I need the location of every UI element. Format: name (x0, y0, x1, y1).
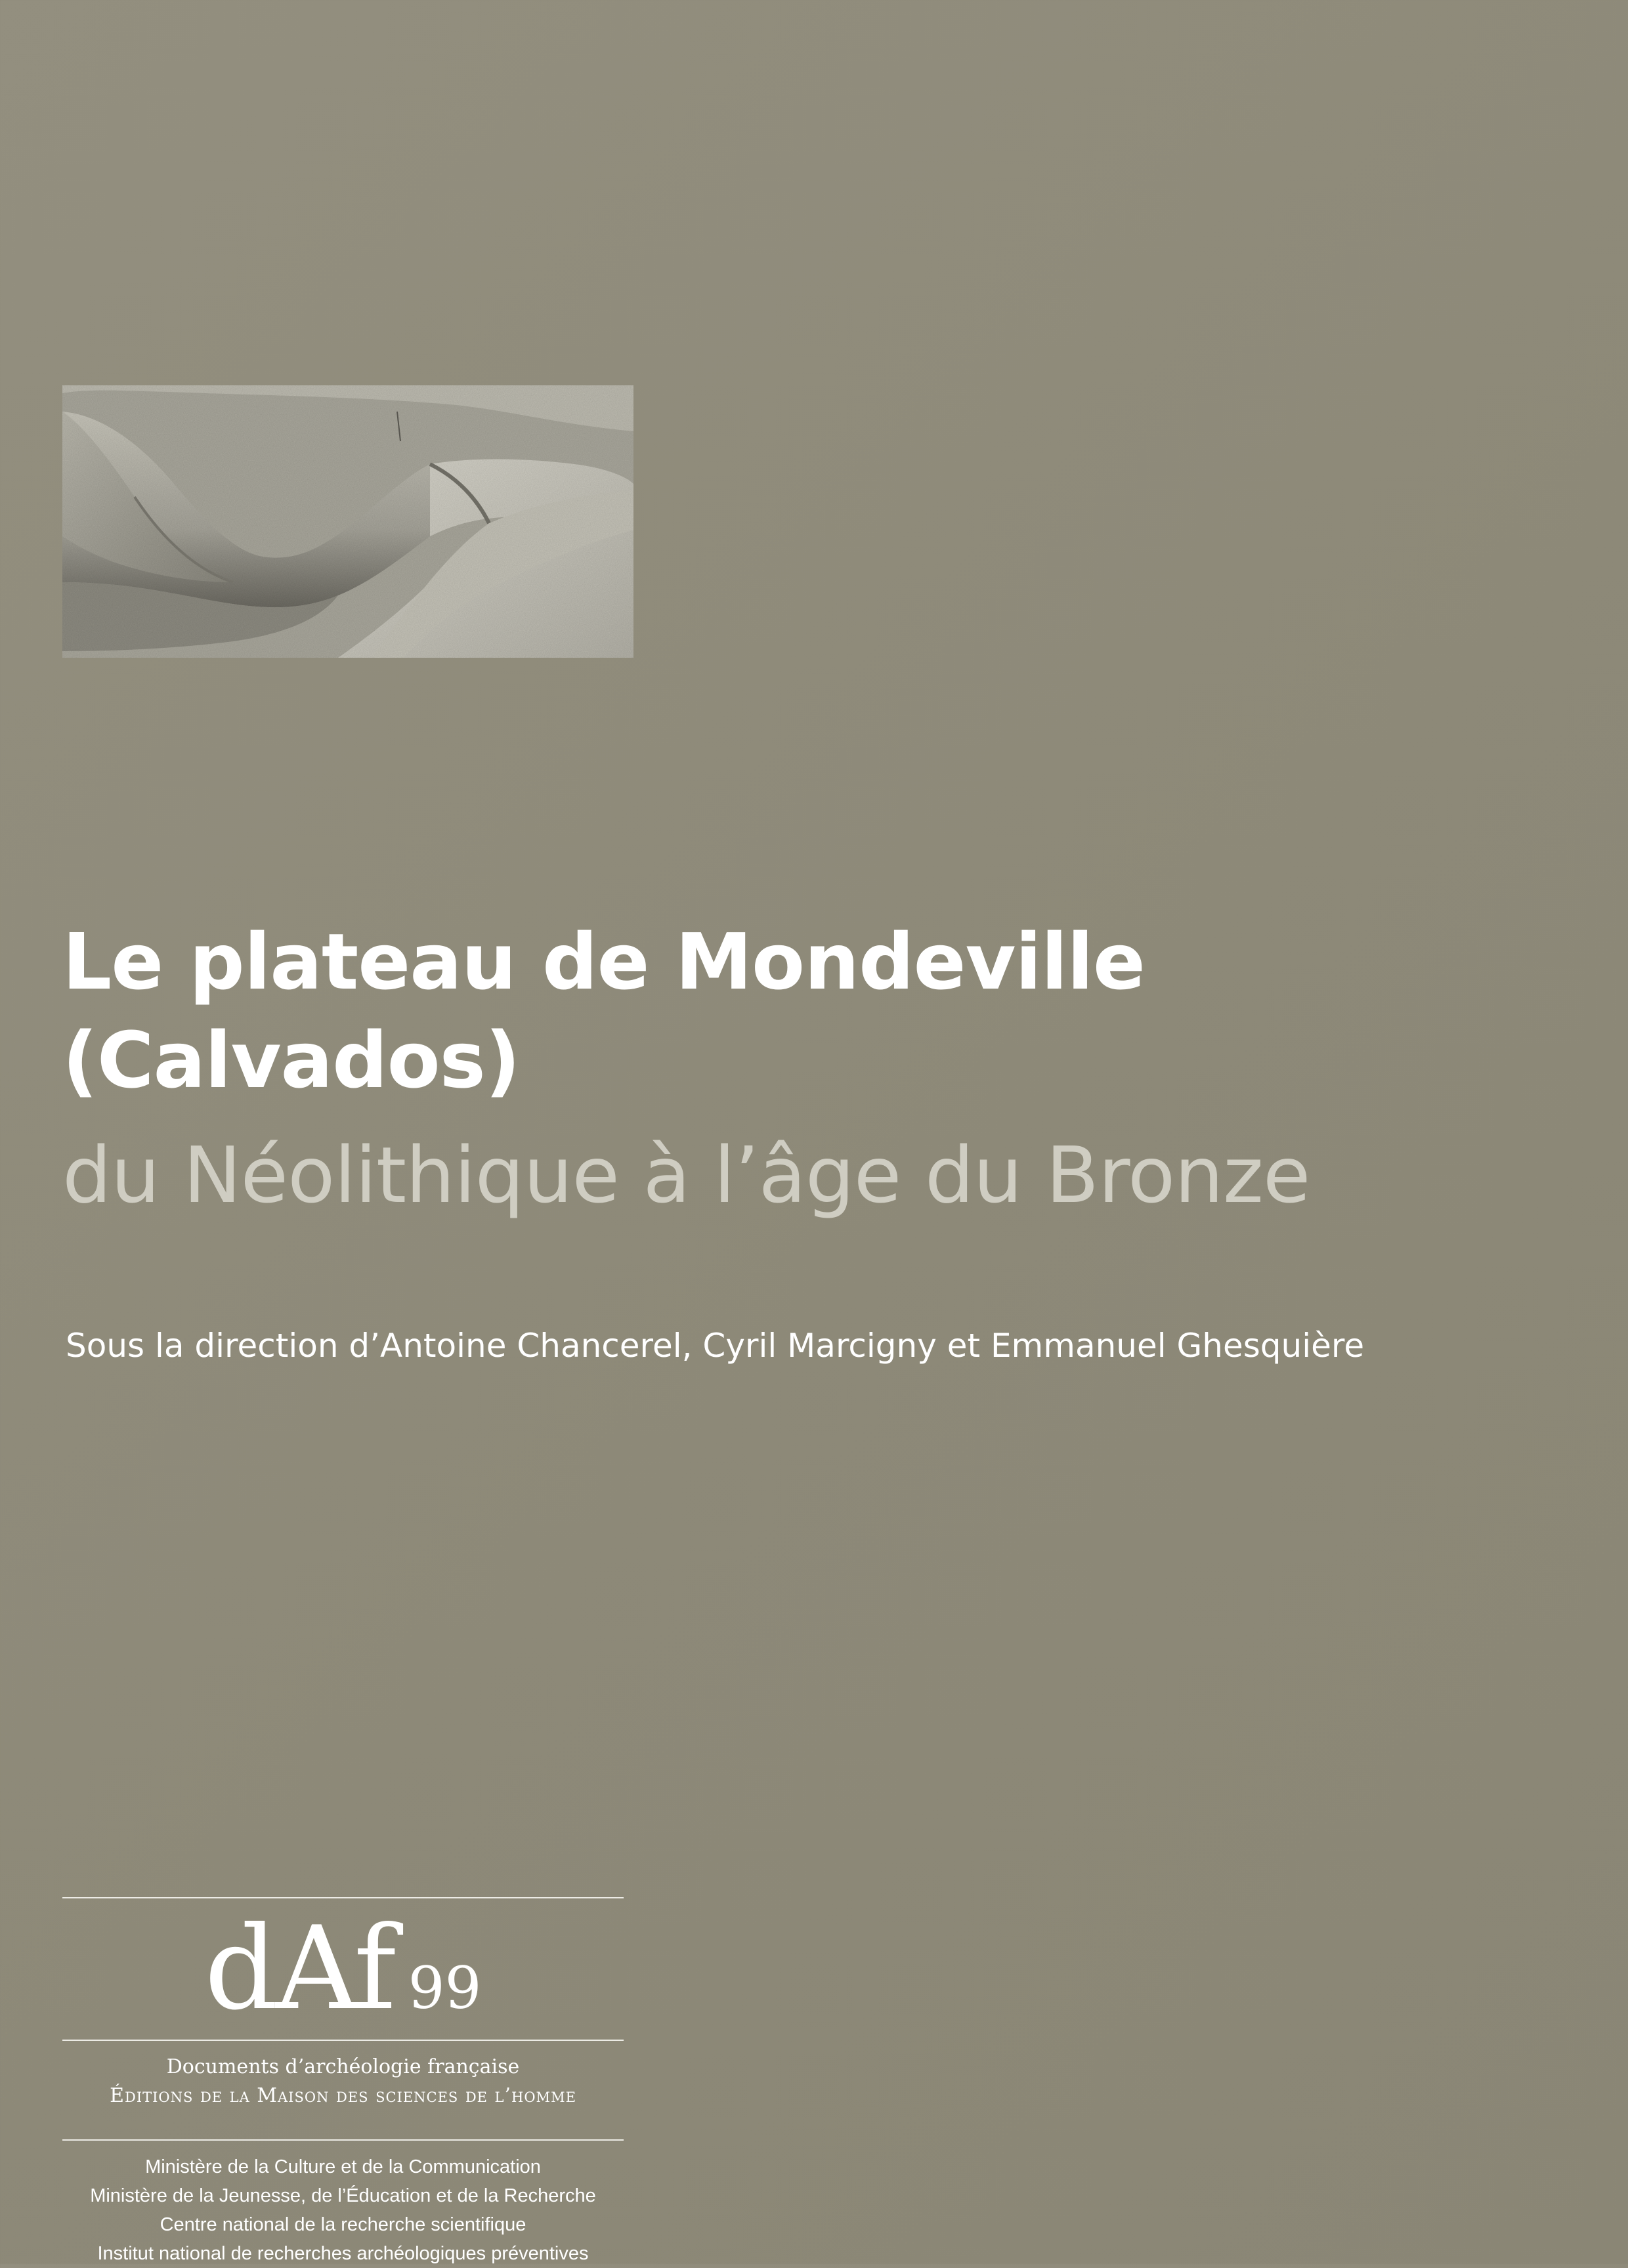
institution-item: Ministère de la Culture et de la Communication (145, 2156, 541, 2177)
series-logo (62, 1898, 624, 2040)
institution-item: Ministère de la Jeunesse, de l’Éducation et de la Recherche (90, 2185, 596, 2206)
title-line-2: (Calvados) (62, 1015, 520, 1105)
excavation-photo (62, 385, 633, 658)
title-line-1: Le plateau de Mondeville (62, 916, 1145, 1007)
publisher-name: Éditions de la Maison des sciences de l’homme (110, 2084, 576, 2107)
institution-item: Centre national de la recherche scientifique (160, 2214, 526, 2235)
series-number: 99 (408, 1954, 482, 2022)
institution-item: Institut national de recherches archéologiques préventives (97, 2243, 589, 2264)
series-block (62, 1897, 624, 2268)
series-mark: dAf (204, 1902, 394, 2036)
institutions-list (62, 2141, 624, 2268)
book-subtitle: du Néolithique à l’âge du Bronze (62, 1130, 1310, 1220)
series-names (62, 2041, 624, 2139)
editors-line: Sous la direction d’Antoine Chancerel, Cyril Marcigny et Emmanuel Ghesquière (66, 1327, 1365, 1365)
series-name: Documents d’archéologie française (166, 2055, 520, 2078)
book-title (62, 912, 1145, 1109)
